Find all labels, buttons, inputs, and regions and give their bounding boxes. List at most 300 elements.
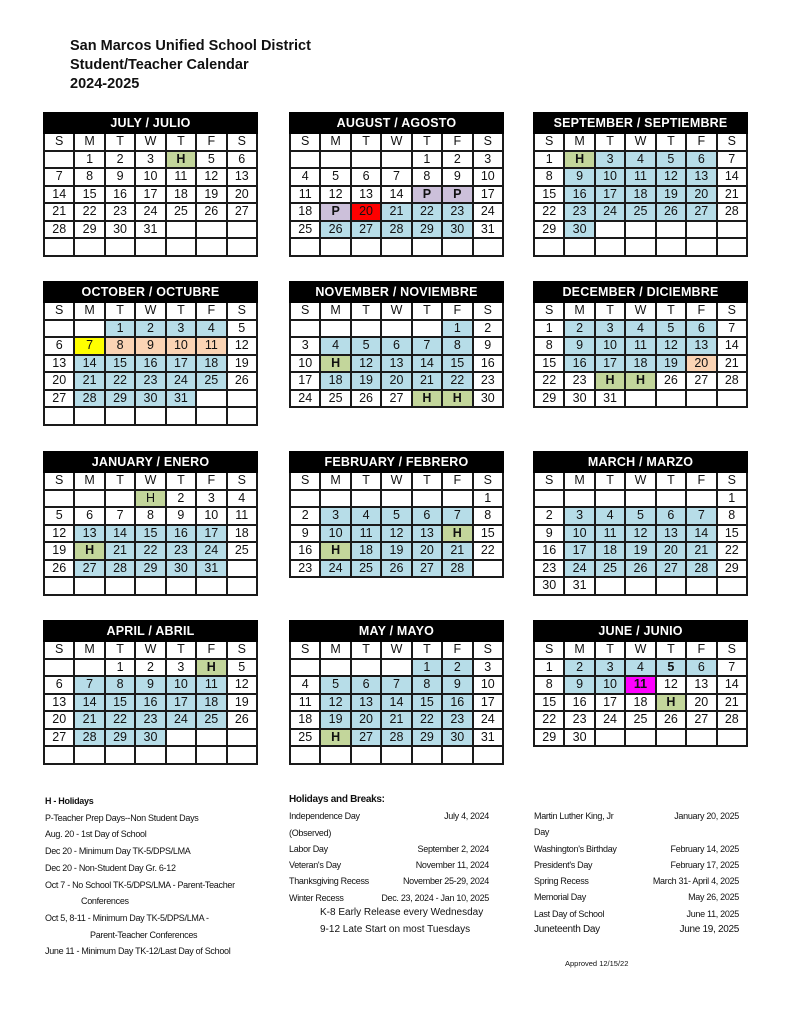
empty-day-cell bbox=[105, 746, 135, 764]
empty-day-cell bbox=[227, 560, 257, 578]
day-cell: 18 bbox=[625, 355, 655, 373]
day-cell: 8 bbox=[717, 507, 747, 525]
empty-day-cell bbox=[351, 320, 381, 338]
weekday-label: S bbox=[44, 641, 74, 659]
day-cell: 23 bbox=[534, 560, 564, 578]
day-cell: 12 bbox=[656, 168, 686, 186]
weekday-label: M bbox=[74, 133, 104, 151]
day-cell: 10 bbox=[196, 507, 226, 525]
weekday-label: T bbox=[166, 133, 196, 151]
legend-item: Parent-Teacher Conferences bbox=[90, 929, 198, 940]
week-row bbox=[44, 390, 257, 408]
day-cell: 15 bbox=[74, 186, 104, 204]
week-row bbox=[44, 711, 257, 729]
empty-day-cell bbox=[656, 238, 686, 256]
day-cell: 13 bbox=[686, 676, 716, 694]
empty-day-cell bbox=[74, 490, 104, 508]
weekday-label: M bbox=[320, 641, 350, 659]
empty-day-cell bbox=[351, 151, 381, 169]
legend-item: Conferences bbox=[81, 896, 129, 907]
day-cell: 22 bbox=[412, 203, 442, 221]
empty-day-cell bbox=[625, 238, 655, 256]
day-cell: 18 bbox=[166, 186, 196, 204]
empty-day-cell bbox=[381, 320, 411, 338]
day-cell: 10 bbox=[320, 525, 350, 543]
weekday-label: T bbox=[412, 641, 442, 659]
month-calendar bbox=[289, 112, 504, 257]
legend-item: Oct 5, 8-11 - Minimum Day TK-5/DPS/LMA - bbox=[45, 912, 209, 923]
day-cell: 28 bbox=[686, 560, 716, 578]
day-cell: 21 bbox=[74, 711, 104, 729]
day-cell: 29 bbox=[74, 221, 104, 239]
day-cell: 27 bbox=[412, 560, 442, 578]
week-row bbox=[534, 676, 747, 694]
day-cell: 9 bbox=[473, 337, 503, 355]
month-title: MAY / MAYO bbox=[290, 621, 503, 641]
weekday-label: W bbox=[381, 133, 411, 151]
empty-day-cell bbox=[227, 577, 257, 595]
day-cell: 8 bbox=[534, 168, 564, 186]
day-cell: 28 bbox=[717, 711, 747, 729]
day-cell: 11 bbox=[351, 525, 381, 543]
day-cell: 19 bbox=[227, 355, 257, 373]
empty-day-cell bbox=[686, 238, 716, 256]
day-cell: 5 bbox=[44, 507, 74, 525]
empty-day-cell bbox=[105, 490, 135, 508]
empty-day-cell bbox=[595, 238, 625, 256]
holiday-row bbox=[534, 841, 739, 857]
weekday-label: T bbox=[166, 302, 196, 320]
day-cell: 11 bbox=[625, 337, 655, 355]
day-cell: 2 bbox=[564, 320, 594, 338]
day-cell: 4 bbox=[196, 320, 226, 338]
week-row bbox=[44, 355, 257, 373]
day-cell: 14 bbox=[412, 355, 442, 373]
week-row bbox=[44, 186, 257, 204]
day-cell: 23 bbox=[564, 372, 594, 390]
day-cell: 6 bbox=[44, 676, 74, 694]
weekday-label: T bbox=[351, 472, 381, 490]
weekday-label: M bbox=[564, 133, 594, 151]
day-cell: 23 bbox=[166, 542, 196, 560]
empty-day-cell bbox=[44, 151, 74, 169]
day-cell: 13 bbox=[412, 525, 442, 543]
weekday-label: M bbox=[74, 641, 104, 659]
week-row bbox=[44, 168, 257, 186]
empty-day-cell bbox=[44, 659, 74, 677]
weekday-label: W bbox=[135, 302, 165, 320]
day-cell: 5 bbox=[381, 507, 411, 525]
day-cell: 24 bbox=[564, 560, 594, 578]
holiday-row bbox=[534, 906, 739, 922]
day-cell: P bbox=[320, 203, 350, 221]
day-cell: 21 bbox=[442, 542, 472, 560]
day-cell: 9 bbox=[564, 676, 594, 694]
day-cell: 18 bbox=[351, 542, 381, 560]
day-cell: 25 bbox=[290, 729, 320, 747]
day-cell: 27 bbox=[44, 729, 74, 747]
day-cell: 7 bbox=[717, 151, 747, 169]
day-cell: 12 bbox=[656, 676, 686, 694]
empty-day-cell bbox=[74, 577, 104, 595]
calendar-name: Student/Teacher Calendar bbox=[70, 57, 249, 73]
day-cell: 9 bbox=[564, 168, 594, 186]
day-cell: 29 bbox=[135, 560, 165, 578]
day-cell: 17 bbox=[595, 355, 625, 373]
day-cell: 6 bbox=[686, 151, 716, 169]
empty-day-cell bbox=[534, 238, 564, 256]
day-cell: 2 bbox=[135, 659, 165, 677]
week-row bbox=[290, 729, 503, 747]
holiday-name: President's Day bbox=[534, 859, 593, 870]
day-cell: H bbox=[166, 151, 196, 169]
day-cell: 10 bbox=[473, 168, 503, 186]
day-cell: 27 bbox=[686, 372, 716, 390]
day-cell: 10 bbox=[290, 355, 320, 373]
day-cell: 29 bbox=[105, 390, 135, 408]
weekday-label: T bbox=[351, 302, 381, 320]
week-row bbox=[290, 372, 503, 390]
day-cell: 13 bbox=[656, 525, 686, 543]
day-cell: 4 bbox=[625, 320, 655, 338]
empty-day-cell bbox=[381, 151, 411, 169]
month-calendar bbox=[43, 451, 258, 596]
day-cell: 6 bbox=[656, 507, 686, 525]
day-cell: 22 bbox=[442, 372, 472, 390]
week-row bbox=[44, 337, 257, 355]
district-name: San Marcos Unified School District bbox=[70, 38, 311, 54]
day-cell: 18 bbox=[625, 694, 655, 712]
day-cell: 1 bbox=[534, 659, 564, 677]
day-cell: 16 bbox=[135, 355, 165, 373]
day-cell: 10 bbox=[595, 337, 625, 355]
day-cell: 16 bbox=[564, 186, 594, 204]
weekday-label: F bbox=[196, 641, 226, 659]
weekday-label: W bbox=[381, 472, 411, 490]
day-cell: 24 bbox=[473, 203, 503, 221]
empty-day-cell bbox=[320, 746, 350, 764]
week-row bbox=[44, 729, 257, 747]
day-cell: 29 bbox=[534, 390, 564, 408]
weekday-label: S bbox=[290, 302, 320, 320]
legend-item: P-Teacher Prep Days--Non Student Days bbox=[45, 812, 199, 823]
day-cell: 25 bbox=[196, 372, 226, 390]
weekday-label: F bbox=[686, 302, 716, 320]
day-cell: 23 bbox=[290, 560, 320, 578]
day-cell: 14 bbox=[74, 355, 104, 373]
day-cell: H bbox=[625, 372, 655, 390]
day-cell: 25 bbox=[351, 560, 381, 578]
empty-day-cell bbox=[166, 729, 196, 747]
weekday-label: W bbox=[381, 302, 411, 320]
empty-day-cell bbox=[717, 390, 747, 408]
weekday-label: S bbox=[717, 302, 747, 320]
day-cell: 18 bbox=[196, 355, 226, 373]
day-cell: 6 bbox=[74, 507, 104, 525]
day-cell: 27 bbox=[74, 560, 104, 578]
empty-day-cell bbox=[717, 577, 747, 595]
holiday-row bbox=[289, 841, 489, 857]
day-cell: 11 bbox=[290, 694, 320, 712]
day-cell: 31 bbox=[595, 390, 625, 408]
day-cell: 23 bbox=[442, 203, 472, 221]
day-cell: 20 bbox=[351, 711, 381, 729]
day-cell: 14 bbox=[686, 525, 716, 543]
day-cell: 17 bbox=[135, 186, 165, 204]
week-row bbox=[290, 542, 503, 560]
week-row bbox=[534, 355, 747, 373]
week-row bbox=[44, 560, 257, 578]
day-cell: 9 bbox=[135, 676, 165, 694]
week-row bbox=[534, 711, 747, 729]
holidays-title: Holidays and Breaks: bbox=[289, 794, 385, 805]
month-calendar bbox=[533, 620, 748, 747]
week-row bbox=[44, 238, 257, 256]
day-cell: 14 bbox=[381, 694, 411, 712]
week-row bbox=[44, 151, 257, 169]
day-cell: 18 bbox=[290, 711, 320, 729]
day-cell: 1 bbox=[412, 151, 442, 169]
holiday-date: November 11, 2024 bbox=[415, 860, 489, 871]
day-cell: H bbox=[595, 372, 625, 390]
day-cell: 16 bbox=[473, 355, 503, 373]
day-cell: 11 bbox=[595, 525, 625, 543]
empty-day-cell bbox=[135, 746, 165, 764]
empty-day-cell bbox=[320, 238, 350, 256]
empty-day-cell bbox=[656, 221, 686, 239]
month-title: APRIL / ABRIL bbox=[44, 621, 257, 641]
empty-day-cell bbox=[227, 221, 257, 239]
weekday-label: F bbox=[442, 302, 472, 320]
holiday-row bbox=[534, 873, 739, 889]
empty-day-cell bbox=[196, 390, 226, 408]
day-cell: 22 bbox=[412, 711, 442, 729]
holiday-row bbox=[289, 857, 489, 873]
day-cell: 5 bbox=[656, 151, 686, 169]
day-cell: 14 bbox=[381, 186, 411, 204]
empty-day-cell bbox=[44, 746, 74, 764]
day-cell: 25 bbox=[196, 711, 226, 729]
day-cell: 19 bbox=[196, 186, 226, 204]
week-row bbox=[534, 390, 747, 408]
empty-day-cell bbox=[473, 238, 503, 256]
holiday-name: Washington's Birthday bbox=[534, 843, 617, 854]
day-cell: 10 bbox=[473, 676, 503, 694]
day-cell: 2 bbox=[442, 659, 472, 677]
day-cell: 12 bbox=[381, 525, 411, 543]
weekday-label: W bbox=[135, 472, 165, 490]
day-cell: 8 bbox=[74, 168, 104, 186]
day-cell: 13 bbox=[686, 168, 716, 186]
week-row bbox=[534, 507, 747, 525]
week-row bbox=[534, 203, 747, 221]
empty-day-cell bbox=[595, 490, 625, 508]
month-calendar bbox=[289, 620, 504, 765]
empty-day-cell bbox=[320, 659, 350, 677]
day-cell: 2 bbox=[135, 320, 165, 338]
day-cell: 20 bbox=[227, 186, 257, 204]
month-calendar bbox=[289, 281, 504, 408]
weekday-label: S bbox=[534, 133, 564, 151]
day-cell: 28 bbox=[105, 560, 135, 578]
day-cell: 1 bbox=[105, 320, 135, 338]
week-row bbox=[44, 407, 257, 425]
week-row bbox=[290, 337, 503, 355]
week-row bbox=[534, 337, 747, 355]
weekday-label: T bbox=[656, 472, 686, 490]
empty-day-cell bbox=[351, 746, 381, 764]
approval-date: Approved 12/15/22 bbox=[565, 959, 629, 968]
day-cell: 30 bbox=[135, 729, 165, 747]
day-cell: 23 bbox=[105, 203, 135, 221]
day-cell: 26 bbox=[625, 560, 655, 578]
day-cell: 25 bbox=[625, 203, 655, 221]
day-cell: 13 bbox=[686, 337, 716, 355]
day-cell: 9 bbox=[105, 168, 135, 186]
day-cell: 3 bbox=[166, 320, 196, 338]
holiday-name: Independence Day (Observed) bbox=[289, 811, 360, 838]
day-cell: 3 bbox=[290, 337, 320, 355]
week-row bbox=[534, 542, 747, 560]
day-cell: 26 bbox=[196, 203, 226, 221]
empty-day-cell bbox=[44, 407, 74, 425]
weekday-label: W bbox=[625, 472, 655, 490]
month-calendar bbox=[533, 451, 748, 596]
day-cell: 24 bbox=[473, 711, 503, 729]
day-cell: 20 bbox=[381, 372, 411, 390]
empty-day-cell bbox=[320, 490, 350, 508]
holiday-name: Spring Recess bbox=[534, 876, 589, 887]
day-cell: 27 bbox=[656, 560, 686, 578]
day-cell: 1 bbox=[74, 151, 104, 169]
day-cell: 13 bbox=[44, 694, 74, 712]
day-cell: 18 bbox=[227, 525, 257, 543]
day-cell: H bbox=[412, 390, 442, 408]
day-cell: 5 bbox=[227, 320, 257, 338]
day-cell: 31 bbox=[564, 577, 594, 595]
day-cell: 8 bbox=[105, 676, 135, 694]
day-cell: H bbox=[320, 729, 350, 747]
day-cell: 20 bbox=[686, 355, 716, 373]
day-cell: 14 bbox=[105, 525, 135, 543]
day-cell: 25 bbox=[595, 560, 625, 578]
day-cell: 19 bbox=[351, 372, 381, 390]
day-cell: 2 bbox=[534, 507, 564, 525]
day-cell: 3 bbox=[473, 151, 503, 169]
empty-day-cell bbox=[717, 238, 747, 256]
month-title: NOVEMBER / NOVIEMBRE bbox=[290, 282, 503, 302]
week-row bbox=[290, 168, 503, 186]
day-cell: 3 bbox=[595, 320, 625, 338]
weekday-label: F bbox=[442, 641, 472, 659]
day-cell: 13 bbox=[74, 525, 104, 543]
empty-day-cell bbox=[564, 490, 594, 508]
holiday-date: February 14, 2025 bbox=[670, 843, 739, 854]
week-row bbox=[534, 186, 747, 204]
day-cell: 1 bbox=[534, 320, 564, 338]
day-cell: 8 bbox=[534, 337, 564, 355]
day-cell: 3 bbox=[135, 151, 165, 169]
late-start-note: 9-12 Late Start on most Tuesdays bbox=[320, 923, 471, 935]
week-row bbox=[534, 659, 747, 677]
day-cell: 18 bbox=[320, 372, 350, 390]
empty-day-cell bbox=[595, 729, 625, 747]
day-cell: H bbox=[564, 151, 594, 169]
day-cell: 24 bbox=[320, 560, 350, 578]
holiday-row bbox=[289, 873, 489, 889]
week-row bbox=[290, 390, 503, 408]
day-cell: 19 bbox=[381, 542, 411, 560]
day-cell: 22 bbox=[105, 372, 135, 390]
day-cell: H bbox=[442, 525, 472, 543]
week-row bbox=[534, 151, 747, 169]
day-cell: 7 bbox=[44, 168, 74, 186]
day-cell: 21 bbox=[74, 372, 104, 390]
weekday-label: W bbox=[625, 133, 655, 151]
day-cell: 10 bbox=[166, 676, 196, 694]
day-cell: 28 bbox=[442, 560, 472, 578]
weekday-label: S bbox=[290, 472, 320, 490]
day-cell: 17 bbox=[473, 186, 503, 204]
empty-day-cell bbox=[166, 221, 196, 239]
empty-day-cell bbox=[412, 320, 442, 338]
week-row bbox=[290, 711, 503, 729]
empty-day-cell bbox=[290, 746, 320, 764]
empty-day-cell bbox=[166, 407, 196, 425]
day-cell: 9 bbox=[442, 168, 472, 186]
empty-day-cell bbox=[227, 238, 257, 256]
month-calendar bbox=[43, 281, 258, 426]
day-cell: 24 bbox=[290, 390, 320, 408]
schedule-notes bbox=[320, 905, 483, 938]
week-row bbox=[290, 525, 503, 543]
empty-day-cell bbox=[686, 729, 716, 747]
day-cell: 5 bbox=[351, 337, 381, 355]
weekday-label: F bbox=[686, 472, 716, 490]
day-cell: 3 bbox=[320, 507, 350, 525]
empty-day-cell bbox=[196, 221, 226, 239]
day-cell: 24 bbox=[166, 711, 196, 729]
weekday-label: S bbox=[227, 641, 257, 659]
weekday-label: M bbox=[564, 472, 594, 490]
week-row bbox=[44, 490, 257, 508]
day-cell: 12 bbox=[320, 694, 350, 712]
day-cell: 25 bbox=[166, 203, 196, 221]
day-cell: 10 bbox=[595, 676, 625, 694]
empty-day-cell bbox=[227, 407, 257, 425]
day-cell: 22 bbox=[534, 711, 564, 729]
day-cell: 17 bbox=[595, 694, 625, 712]
day-cell: 20 bbox=[44, 372, 74, 390]
day-cell: 4 bbox=[290, 676, 320, 694]
day-cell: 5 bbox=[625, 507, 655, 525]
day-cell: 20 bbox=[656, 542, 686, 560]
day-cell: 17 bbox=[166, 694, 196, 712]
empty-day-cell bbox=[227, 390, 257, 408]
day-cell: 18 bbox=[625, 186, 655, 204]
weekday-label: S bbox=[227, 133, 257, 151]
day-cell: 29 bbox=[412, 729, 442, 747]
weekday-label: T bbox=[105, 133, 135, 151]
day-cell: 27 bbox=[227, 203, 257, 221]
week-row bbox=[44, 372, 257, 390]
day-cell: 20 bbox=[686, 186, 716, 204]
day-cell: 3 bbox=[595, 659, 625, 677]
day-cell: H bbox=[196, 659, 226, 677]
week-row bbox=[290, 676, 503, 694]
day-cell: 7 bbox=[412, 337, 442, 355]
day-cell: 3 bbox=[564, 507, 594, 525]
